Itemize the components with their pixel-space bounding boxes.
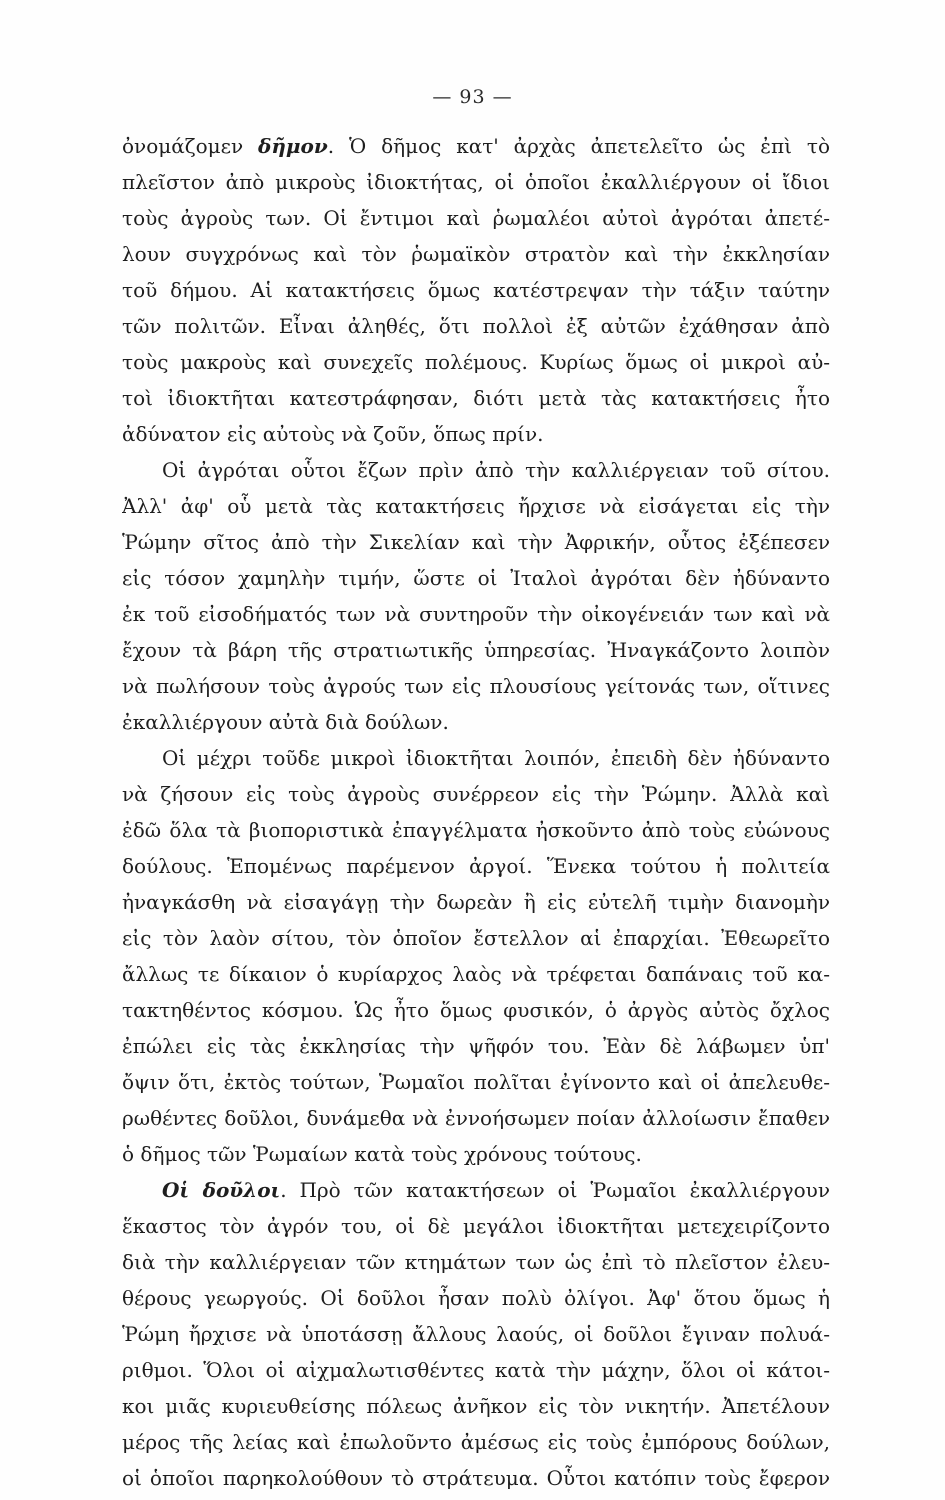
text-line xyxy=(122,848,830,884)
text-line xyxy=(122,524,830,560)
text-line xyxy=(122,1460,830,1496)
text-line xyxy=(122,632,830,668)
text-segment: ὀνομάζομεν xyxy=(122,134,259,158)
text-line xyxy=(122,668,830,704)
text-segment: κοι μιᾶς κυριευθείσης πόλεως ἀνῆκον εἰς τὸν νικητήν. Ἀπετέλουν xyxy=(122,1394,830,1418)
text-line xyxy=(122,1244,830,1280)
text-segment: . Πρὸ τῶν κατακτήσεων οἱ Ῥωμαῖοι ἐκαλλιέργουν xyxy=(280,1178,830,1202)
text-segment: ἐδῶ ὅλα τὰ βιοποριστικὰ ἐπαγγέλματα ἠσκοῦντο ἀπὸ τοὺς εὐώνους xyxy=(122,818,830,842)
text-segment: εἰς τόσον χαμηλὴν τιμήν, ὥστε οἱ Ἰταλοὶ ἀγρόται δὲν ἠδύναντο xyxy=(122,566,830,590)
text-line xyxy=(122,1100,830,1136)
text-segment: τοὺς μακροὺς καὶ συνεχεῖς πολέμους. Κυρίως ὅμως οἱ μικροὶ αὐ- xyxy=(122,350,830,374)
text-line xyxy=(122,920,830,956)
text-line xyxy=(122,452,830,488)
text-line xyxy=(122,1280,830,1316)
text-segment: Ῥώμη ἤρχισε νὰ ὑποτάσσῃ ἄλλους λαούς, οἱ δοῦλοι ἔγιναν πολυά- xyxy=(122,1322,830,1346)
text-line xyxy=(122,956,830,992)
text-segment: μέρος τῆς λείας καὶ ἐπωλοῦντο ἀμέσως εἰς τοὺς ἐμπόρους δούλων, xyxy=(122,1430,830,1454)
text-segment: ἐκ τοῦ εἰσοδήματός των νὰ συντηροῦν τὴν οἰκογένειάν των καὶ νὰ xyxy=(122,602,830,626)
text-line xyxy=(122,1316,830,1352)
text-line xyxy=(122,1172,830,1208)
text-line xyxy=(122,1136,830,1172)
text-segment: τοὺς ἀγροὺς των. Οἱ ἔντιμοι καὶ ῥωμαλέοι αὐτοὶ ἀγρόται ἀπετέ- xyxy=(122,206,830,230)
text-segment: τοὶ ἰδιοκτῆται κατεστράφησαν, διότι μετὰ τὰς κατακτήσεις ἦτο xyxy=(122,386,830,410)
text-segment: οἱ ὁποῖοι παρηκολούθουν τὸ στράτευμα. Οὗτοι κατόπιν τοὺς ἔφερον xyxy=(122,1466,830,1490)
text-segment: τακτηθέντος κόσμου. Ὡς ἦτο ὅμως φυσικόν, ὁ ἀργὸς αὐτὸς ὄχλος xyxy=(122,998,830,1022)
text-segment: πλεῖστον ἀπὸ μικροὺς ἰδιοκτήτας, οἱ ὁποῖοι ἐκαλλιέργουν οἱ ἴδιοι xyxy=(122,170,830,194)
text-line xyxy=(122,236,830,272)
text-line xyxy=(122,308,830,344)
text-segment: ἐκαλλιέργουν αὐτὰ διὰ δούλων. xyxy=(122,710,449,734)
text-line xyxy=(122,1208,830,1244)
text-line xyxy=(122,128,830,164)
text-line xyxy=(122,200,830,236)
text-segment: θέρους γεωργούς. Οἱ δοῦλοι ἦσαν πολὺ ὀλίγοι. Ἀφ' ὅτου ὅμως ἡ xyxy=(122,1286,830,1310)
text-line xyxy=(122,344,830,380)
text-segment: ρωθέντες δοῦλοι, δυνάμεθα νὰ ἐννοήσωμεν ποίαν ἀλλοίωσιν ἔπαθεν xyxy=(122,1106,830,1130)
text-segment: ἐπώλει εἰς τὰς ἐκκλησίας τὴν ψῆφόν του. Ἐὰν δὲ λάβωμεν ὑπ' xyxy=(122,1034,830,1058)
text-segment: . Ὁ δῆμος κατ' ἀρχὰς ἀπετελεῖτο ὡς ἐπὶ τὸ xyxy=(327,134,830,158)
body-text xyxy=(122,128,830,1496)
text-segment: ἕκαστος τὸν ἀγρόν του, οἱ δὲ μεγάλοι ἰδιοκτῆται μετεχειρίζοντο xyxy=(122,1214,830,1238)
text-segment: ὄψιν ὅτι, ἐκτὸς τούτων, Ῥωμαῖοι πολῖται ἐγίνοντο καὶ οἱ ἀπελευθε- xyxy=(122,1070,830,1094)
text-line xyxy=(122,272,830,308)
text-line xyxy=(122,812,830,848)
page-number: — 93 — xyxy=(432,86,513,108)
text-line xyxy=(122,488,830,524)
text-segment: ἠναγκάσθη νὰ εἰσαγάγῃ τὴν δωρεὰν ἢ εἰς εὐτελῆ τιμὴν διανομὴν xyxy=(122,890,830,914)
text-line xyxy=(122,1064,830,1100)
text-line xyxy=(122,164,830,200)
text-line xyxy=(122,1352,830,1388)
text-segment: εἰς τὸν λαὸν σίτου, τὸν ὁποῖον ἔστελλον αἱ ἐπαρχίαι. Ἐθεωρεῖτο xyxy=(122,926,830,950)
text-segment: ἀδύνατον εἰς αὐτοὺς νὰ ζοῦν, ὅπως πρίν. xyxy=(122,422,544,446)
text-segment: ἄλλως τε δίκαιον ὁ κυρίαρχος λαὸς νὰ τρέφεται δαπάναις τοῦ κα- xyxy=(122,962,830,986)
text-segment: διὰ τὴν καλλιέργειαν τῶν κτημάτων των ὡς ἐπὶ τὸ πλεῖστον ἐλευ- xyxy=(122,1250,830,1274)
text-line xyxy=(122,704,830,740)
text-line xyxy=(122,776,830,812)
text-segment: Οἱ ἀγρόται οὗτοι ἔζων πρὶν ἀπὸ τὴν καλλιέργειαν τοῦ σίτου. xyxy=(162,458,830,482)
text-line xyxy=(122,1388,830,1424)
text-segment: Οἱ μέχρι τοῦδε μικροὶ ἰδιοκτῆται λοιπόν, ἐπειδὴ δὲν ἠδύναντο xyxy=(162,746,830,770)
text-line xyxy=(122,596,830,632)
text-segment: δούλους. Ἑπομένως παρέμενον ἀργοί. Ἕνεκα τούτου ἡ πολιτεία xyxy=(122,854,830,878)
text-line xyxy=(122,740,830,776)
text-line xyxy=(122,380,830,416)
text-segment: ὁ δῆμος τῶν Ῥωμαίων κατὰ τοὺς χρόνους τούτους. xyxy=(122,1142,642,1166)
text-segment: ἔχουν τὰ βάρη τῆς στρατιωτικῆς ὑπηρεσίας. Ἠναγκάζοντο λοιπὸν xyxy=(122,638,830,662)
text-segment: τοῦ δήμου. Αἱ κατακτήσεις ὅμως κατέστρεψαν τὴν τάξιν ταύτην xyxy=(122,278,830,302)
text-segment: νὰ πωλήσουν τοὺς ἀγρούς των εἰς πλουσίους γείτονάς των, οἵτινες xyxy=(122,674,830,698)
text-line xyxy=(122,560,830,596)
emphasized-term: Οἱ δοῦλοι xyxy=(162,1178,281,1202)
text-segment: ριθμοι. Ὅλοι οἱ αἰχμαλωτισθέντες κατὰ τὴν μάχην, ὅλοι οἱ κάτοι- xyxy=(122,1358,830,1382)
emphasized-term: δῆμον xyxy=(258,134,328,158)
text-segment: νὰ ζήσουν εἰς τοὺς ἀγροὺς συνέρρεον εἰς τὴν Ῥώμην. Ἀλλὰ καὶ xyxy=(122,782,830,806)
text-line xyxy=(122,884,830,920)
text-line xyxy=(122,416,830,452)
text-line xyxy=(122,1424,830,1460)
text-segment: τῶν πολιτῶν. Εἶναι ἀληθές, ὅτι πολλοὶ ἐξ αὐτῶν ἐχάθησαν ἀπὸ xyxy=(122,314,830,338)
text-segment: Ἀλλ' ἀφ' οὗ μετὰ τὰς κατακτήσεις ἤρχισε νὰ εἰσάγεται εἰς τὴν xyxy=(122,494,830,518)
text-line xyxy=(122,992,830,1028)
text-line xyxy=(122,1028,830,1064)
text-segment: Ῥώμην σῖτος ἀπὸ τὴν Σικελίαν καὶ τὴν Ἀφρικήν, οὗτος ἐξέπεσεν xyxy=(122,530,830,554)
text-segment: λουν συγχρόνως καὶ τὸν ῥωμαϊκὸν στρατὸν καὶ τὴν ἐκκλησίαν xyxy=(122,242,830,266)
